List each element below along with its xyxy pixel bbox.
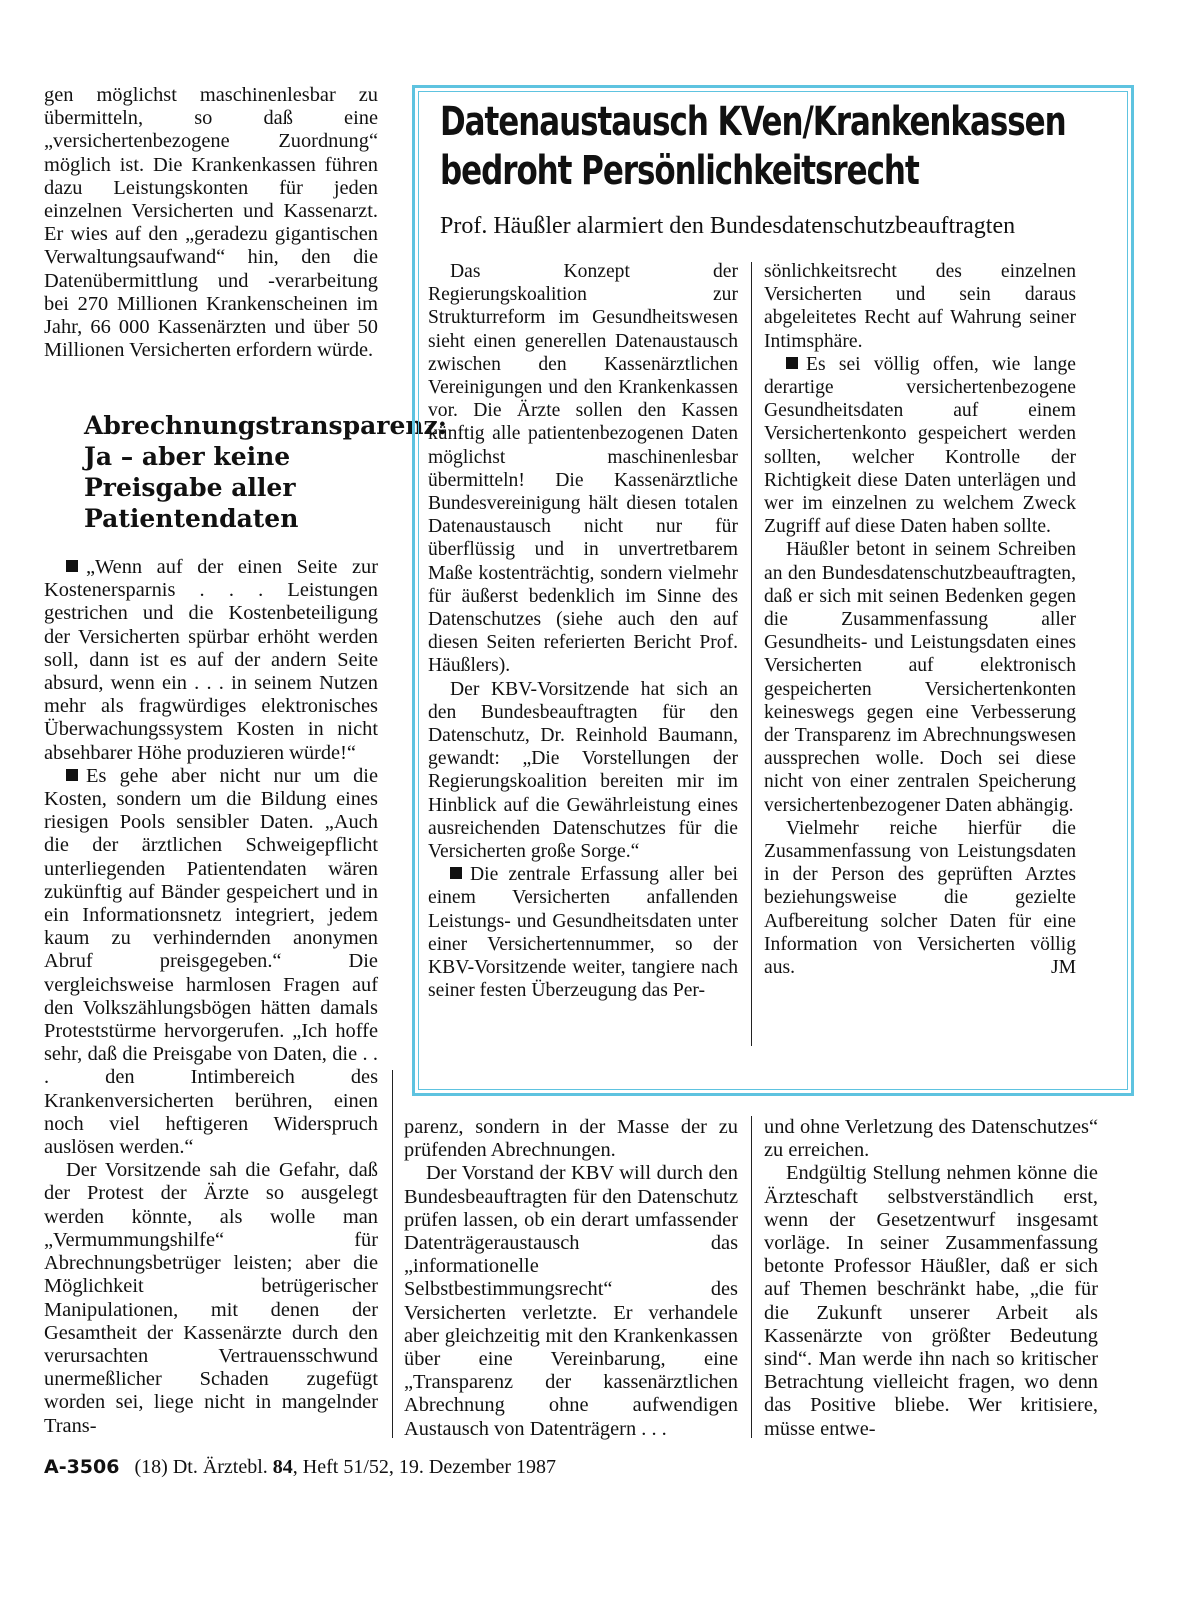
bullet-square-icon	[450, 867, 462, 879]
issue-info: , Heft 51/52, 19. Dezember 1987	[292, 1456, 557, 1478]
author-signature: JM	[1050, 957, 1076, 979]
box-col1-paragraph-1: Das Konzept der Regierungskoalition zur Strukturreform im Gesundheitswesen sieht einen generellen Datenaustausch zwischen den Kassenärztlichen Vereinigungen und den Krankenkassen vor. Die Ärzte sollen den Kassen künftig alle patientenbezogenen Daten möglichst maschinenlesbar übermitteln! Die Kassenärztliche Bundesvereinigung hält diesen totalen Datenaustausch nicht nur für überflüssig und in unvertretbarem Maße kostenträchtig, sondern vielmehr für äußerst bedenklich im Sinne des Datenschutzes (siehe auch den auf diesen Seiten referierten Bericht Prof. Häußlers).	[428, 261, 738, 677]
middle-column	[404, 1116, 738, 1441]
column-divider-left	[392, 1070, 393, 1438]
box-col2-paragraph-3: Häußler betont in seinem Schreiben an den Bundesdatenschutzbeauftragten, daß er sich mit seinen Bedenken gegen die Zusammenfassung aller Gesundheits- und Leistungsdaten eines Versicherten auf elektronisch gespeicherten Versichertenkonten keineswegs gegen eine Verbesserung der Transparenz im Abrechnungswesen aussprechen wolle. Doch sei diese nicht von einer zentralen Speicherung versichertenbezogener Daten abhängig.	[764, 539, 1076, 816]
middle-paragraph-2: Der Vorstand der KBV will durch den Bundesbeauftragten für den Datenschutz prüfen lassen, ob ein derart umfassender Datenträgeraustausch das „informationelle Selbstbestimmungsrecht“ des Versicherten verletzte. Er verhandele aber gleichzeitig mit den Krankenkassen über eine Vereinbarung, eine „Transparenz der kassenärztlichen Abrechnung ohne aufwendigen Austausch von Datenträgern . . .	[404, 1162, 738, 1440]
page-number: (18)	[134, 1456, 168, 1478]
left-subheading: Abrechnungstransparenz: Ja – aber keine Preisgabe aller Patientendaten	[84, 411, 447, 533]
left-paragraph-3: Der Vorsitzende sah die Gefahr, daß der Protest der Ärzte so ausgelegt werden könnte, als wolle man „Vermummungshilfe“ für Abrechnungsbetrüger leisten; aber die Möglichkeit betrügerischer Manipulationen, mit denen der Gesamtheit der Kassenärzte durch den verursachten Vertrauensschwund unermeßlicher Schaden zugefügt worden sei, liege nicht in mangelnder Trans-	[44, 1159, 378, 1437]
article-headline: Datenaustausch KVen/Krankenkassen bedroht Persönlichkeitsrecht	[440, 99, 1066, 194]
left-intro-paragraph: gen möglichst maschinenlesbar zu übermitteln, so daß eine „versichertenbezogene Zuordnung“ möglich ist. Die Krankenkassen führen dazu Leistungskonten für jeden einzelnen Versicherten und Kassenarzt. Er wies auf den „geradezu gigantischen Verwaltungsaufwand“ hin, den die Datenübermittlung und -verarbeitung bei 270 Millionen Krankenscheinen im Jahr, 66 000 Kassenärzten und über 50 Millionen Versicherten erfordern würde.	[44, 84, 378, 362]
left-column-body	[44, 556, 378, 1438]
article-subheadline: Prof. Häußler alarmiert den Bundesdatenschutzbeauftragten	[440, 213, 1016, 239]
bullet-square-icon	[66, 769, 78, 781]
left-paragraph-1: „Wenn auf der einen Seite zur Kostenersparnis . . . Leistungen gestrichen und die Kostenbeteiligung der Versicherten spürbar erhöht werden soll, dann ist es auf der andern Seite absurd, wenn ein . . . in seinem Nutzen mehr als fragwürdiges elektronisches Überwachungssystem Kosten in nicht absehbarer Höhe produzieren würde!“	[44, 556, 378, 764]
journal-volume: 84	[272, 1456, 293, 1478]
box-col1-paragraph-2: Der KBV-Vorsitzende hat sich an den Bundesbeauftragten für den Datenschutz, Dr. Reinhold Baumann, gewandt: „Die Vorstellungen der Regierungskoalition bereiten mir im Hinblick auf die Gewährleistung eines ausreichenden Datenschutzes für die Versicherten große Sorge.“	[428, 678, 738, 863]
column-divider-right	[751, 1116, 752, 1438]
box-col2-paragraph-2: Es sei völlig offen, wie lange derartige versichertenbezogene Gesundheitsdaten auf einem Versichertenkonto gespeichert werden sollten, welcher Kontrolle der Richtigkeit diese Daten unterlägen und wer im einzelnen zu welchem Zweck Zugriff auf diese Daten haben sollte.	[764, 353, 1076, 538]
bullet-square-icon	[66, 560, 78, 572]
left-column	[44, 84, 378, 362]
middle-paragraph-1: parenz, sondern in der Masse der zu prüfenden Abrechnungen.	[404, 1116, 738, 1162]
box-col1-paragraph-3: Die zentrale Erfassung aller bei einem Versicherten anfallenden Leistungs- und Gesundheitsdaten unter einer Versichertennummer, so der KBV-Vorsitzende weiter, tangiere nach seiner festen Überzeugung das Per-	[428, 864, 738, 1002]
box-col2-paragraph-4: Vielmehr reiche hierfür die Zusammenfassung von Leistungsdaten in der Person des geprüften Arztes beziehungsweise die gezielte Aufbereitung solcher Daten für eine Information von Versicherten völlig aus. JM	[764, 817, 1076, 979]
box-column-2	[764, 260, 1076, 979]
box-column-1	[428, 260, 738, 1003]
journal-name: Dt. Ärztebl.	[172, 1456, 268, 1478]
right-paragraph-2: Endgültig Stellung nehmen könne die Ärzteschaft selbstverständlich erst, wenn der Gesetzentwurf insgesamt vorläge. In seiner Zusammenfassung betonte Professor Häußler, daß er sich auf Themen beschränkt habe, „die für die Zukunft unserer Arbeit als Kassenärzte von größter Bedeutung sind“. Man werde ihn nach so kritischer Betrachtung vielleicht fragen, wo denn das Positive bliebe. Wer kritisiere, müsse entwe-	[764, 1162, 1098, 1440]
right-paragraph-1: und ohne Verletzung des Datenschutzes“ zu erreichen.	[764, 1116, 1098, 1162]
right-column	[764, 1116, 1098, 1441]
box-col2-paragraph-1: sönlichkeitsrecht des einzelnen Versicherten und sein daraus abgeleitetes Recht auf Wahrung seiner Intimsphäre.	[764, 261, 1076, 352]
box-column-divider	[751, 262, 752, 1046]
bullet-square-icon	[786, 357, 798, 369]
page-code: A-3506	[44, 1456, 120, 1478]
left-paragraph-2: Es gehe aber nicht nur um die Kosten, sondern um die Bildung eines riesigen Pools sensibler Daten. „Auch die der ärztlichen Schweigepflicht unterliegenden Patientendaten wären zukünftig auf Bänder gespeichert und in ein Informationsnetz integriert, jedem kaum zu verhindernden anonymen Abruf preisgegeben.“ Die vergleichsweise harmlosen Fragen auf den Volkszählungsbögen hätten damals Proteststürme hervorgerufen. „Ich hoffe sehr, daß die Preisgabe von Daten, die . . . den Intimbereich des Krankenversicherten berühren, einen noch viel heftigeren Widerspruch auslösen werden.“	[44, 764, 378, 1159]
page-footer	[44, 1456, 556, 1479]
